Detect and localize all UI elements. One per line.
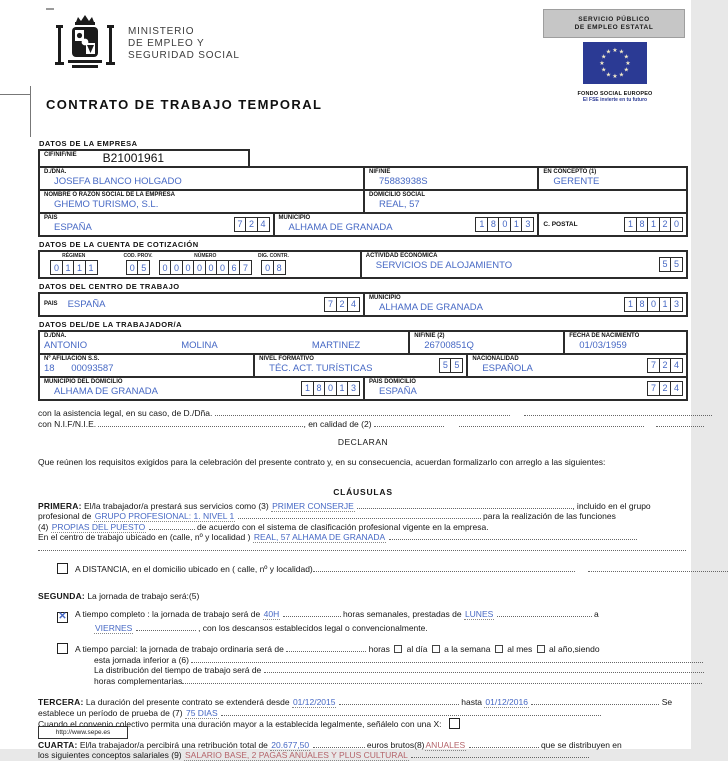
field-label: NIVEL FORMATIVO (259, 356, 314, 362)
svg-text:★: ★ (605, 71, 612, 79)
tiempo-parcial-checkbox[interactable] (57, 643, 68, 654)
digit-box: 0 (647, 297, 660, 312)
field-value[interactable]: JOSEFA BLANCO HOLGADO (54, 176, 182, 187)
field-label: EN CONCEPTO (1) (543, 169, 597, 175)
field-value[interactable]: GERENTE (553, 176, 600, 187)
clause-label: CUARTA: (38, 739, 78, 750)
ministry-line: SEGURIDAD SOCIAL (128, 50, 240, 61)
blank-field[interactable] (313, 740, 365, 748)
a-la-semana-checkbox[interactable] (495, 645, 503, 653)
digit-box: 2 (659, 217, 672, 232)
digit-box: 1 (73, 260, 86, 275)
eu-fund-badge (570, 42, 660, 103)
blank-field[interactable] (588, 564, 728, 572)
clause-text: que se distribuyen en (540, 739, 622, 750)
field-label: NACIONALIDAD (472, 356, 519, 362)
field-label: DIG. CONTR. (258, 253, 289, 259)
clause-text: Se (661, 697, 673, 707)
municipio-centro-boxes[interactable] (624, 297, 683, 312)
field-value[interactable]: ALHAMA DE GRANADA (54, 386, 158, 397)
eu-flag-icon (583, 42, 647, 84)
clause-text: horas semanales, prestadas de (342, 609, 462, 619)
blank-field[interactable] (459, 419, 644, 427)
blank-field[interactable] (149, 522, 195, 530)
nacionalidad-code-boxes[interactable] (647, 358, 683, 373)
digit-box: 0 (182, 260, 195, 275)
field-municipio-centro (363, 294, 686, 315)
codprov-group (124, 253, 153, 275)
clause-label: TERCERA: (38, 697, 84, 707)
servicios-como-value[interactable]: PRIMER CONSERJE (272, 500, 354, 511)
clause-text: La jornada de trabajo será:(5) (87, 590, 200, 601)
digit-box: 8 (273, 260, 286, 275)
clausula-cuarta (38, 740, 688, 761)
section-title-empresa: DATOS DE LA EMPRESA (39, 139, 138, 148)
field-municipio-empresa (273, 214, 538, 235)
convenio-checkbox[interactable] (449, 718, 460, 729)
clause-text: El/la trabajador/a prestará sus servicios como (3) (84, 500, 269, 511)
blank-field[interactable] (191, 655, 703, 663)
blank-field[interactable] (286, 644, 366, 652)
clause-text: A tiempo parcial: la jornada de trabajo ordinaria será de (75, 644, 284, 654)
clause-text: La duración del presente contrato se extenderá desde (85, 697, 290, 707)
field-label: Nº AFILIACIÓN S.S. (44, 356, 100, 362)
blank-field[interactable] (357, 501, 572, 509)
clause-text: esta jornada inferior a (6) (94, 654, 189, 665)
svg-text:★: ★ (618, 71, 625, 79)
funciones-value[interactable]: PROPIAS DEL PUESTO (51, 521, 146, 532)
clause-label: SEGUNDA: (38, 590, 85, 601)
blank-field[interactable] (389, 532, 637, 540)
digit-box: 1 (85, 260, 98, 275)
field-value[interactable]: ALHAMA DE GRANADA (288, 222, 393, 233)
digit-box: 0 (205, 260, 218, 275)
field-concepto (537, 168, 686, 189)
digit-box: 0 (193, 260, 206, 275)
field-value[interactable]: REAL, 57 (379, 199, 420, 210)
clausula-tiempo-completo (57, 609, 688, 633)
blank-field[interactable] (238, 511, 481, 519)
blank-field[interactable] (221, 708, 601, 716)
clause-text: al año,siendo (549, 644, 600, 654)
clause-text: a la semana (444, 644, 491, 654)
digit-box: 3 (670, 297, 683, 312)
digit-box: 3 (521, 217, 534, 232)
digit-box: 7 (324, 297, 337, 312)
field-label: ACTIVIDAD ECONÓMICA (365, 253, 438, 259)
digit-box: 1 (659, 297, 672, 312)
svg-text:★: ★ (623, 66, 629, 74)
field-value[interactable]: ESPAÑA (54, 222, 92, 233)
field-actividad (360, 252, 686, 277)
clause-text: al mes (507, 644, 533, 654)
digit-box: 8 (487, 217, 500, 232)
field-label: PAIS (44, 215, 58, 221)
digit-box: 7 (239, 260, 252, 275)
clausula-tercera (38, 697, 688, 730)
field-label: RÉGIMEN (62, 253, 86, 259)
regimen-group (50, 253, 98, 275)
digit-box: 4 (670, 381, 683, 396)
field-value[interactable]: GHEMO TURISMO, S.L. (54, 199, 159, 210)
asistencia-paragraph (38, 408, 688, 467)
clause-text: de acuerdo con el sistema de clasificación profesional vigente en la empresa. (197, 521, 489, 532)
field-label: D./DÑA. (44, 333, 67, 339)
svg-text:★: ★ (601, 66, 607, 74)
sepe-line: SERVICIO PÚBLICO (578, 15, 650, 23)
svg-text:★: ★ (623, 53, 629, 61)
dia-inicio-value[interactable]: LUNES (464, 609, 494, 619)
regimen-boxes[interactable] (50, 260, 98, 275)
clause-text: En el centro de trabajo ubicado en (calle, nº y localidad ) (38, 532, 251, 542)
field-value[interactable]: 01/03/1959 (579, 340, 627, 351)
field-value[interactable]: SERVICIOS DE ALOJAMIENTO (375, 260, 513, 271)
codprov-boxes[interactable] (126, 260, 151, 275)
digit-box: 4 (670, 358, 683, 373)
clause-text: euros brutos(8) (366, 739, 425, 750)
empresa-row-3 (38, 212, 688, 237)
digit-box: 1 (647, 217, 660, 232)
digit-box: 2 (659, 358, 672, 373)
field-label: NOMBRE O RAZÓN SOCIAL DE LA EMPRESA (44, 192, 176, 198)
eu-caption: FONDO SOCIAL EUROPEO (577, 91, 653, 97)
digit-box: 3 (347, 381, 360, 396)
sepe-url-box (38, 726, 128, 739)
digit-box: 7 (647, 358, 660, 373)
pais-dom-boxes[interactable] (647, 381, 683, 396)
trabajador-row-3 (38, 376, 688, 401)
svg-text:★: ★ (601, 53, 607, 61)
field-fecha-nacimiento (563, 332, 686, 353)
field-domicilio-social (363, 191, 686, 212)
digit-box: 1 (624, 297, 637, 312)
clause-text: profesional de (38, 511, 92, 521)
clause-text: , incluido en el grupo (572, 500, 651, 511)
digit-box: 5 (137, 260, 150, 275)
clause-text: A DISTANCIA, en el domicilio ubicado en ( calle, nº y localidad) (75, 564, 313, 574)
clausula-primera (38, 501, 688, 554)
blank-field[interactable] (283, 609, 341, 617)
field-label: D./DÑA. (44, 169, 67, 175)
blank-field[interactable] (313, 564, 575, 572)
fecha-desde-value[interactable]: 01/12/2015 (292, 697, 336, 707)
field-label: MUNICIPIO DEL DOMICILIO (44, 379, 123, 385)
worker-surname-1[interactable]: MOLINA (181, 340, 218, 351)
field-label: NIF/NIE (2) (414, 333, 445, 339)
contract-form (38, 136, 688, 761)
blank-field[interactable] (182, 676, 702, 684)
clause-text: para la realización de las funciones (483, 511, 616, 521)
al-mes-checkbox[interactable] (537, 645, 545, 653)
retribucion-value[interactable]: 20.677,50 (271, 739, 310, 750)
nivel-code-boxes[interactable] (439, 358, 464, 373)
clause-text: A tiempo completo : la jornada de trabajo será de (75, 609, 261, 619)
svg-text:★: ★ (599, 60, 605, 67)
digit-box: 2 (336, 297, 349, 312)
ministry-name (128, 26, 240, 62)
svg-text:★: ★ (605, 48, 612, 56)
clause-text: El/la trabajador/a percibirá una retribución total de (79, 739, 268, 750)
field-label: NIF/NIE (369, 169, 391, 175)
clause-text: con N.I.F/N.I.E. (38, 418, 97, 429)
clause-label: PRIMERA: (38, 500, 82, 511)
clause-text: Cuando el convenio colectivo permita una duración mayor a la establecida legalmente, señálelo con una X: (38, 719, 442, 729)
clause-text: con la asistencia legal, en su caso, de D./Dña. (38, 408, 213, 418)
digit-box: 4 (257, 217, 270, 232)
clause-text: (4) (38, 521, 49, 532)
blank-field[interactable] (374, 419, 444, 427)
declaran-heading: DECLARAN (337, 437, 389, 447)
afiliacion-prov[interactable]: 18 (44, 363, 55, 374)
digit-box: 8 (636, 297, 649, 312)
clause-text: al día (406, 644, 428, 654)
check-mark: ✕ (58, 611, 67, 622)
blank-field[interactable] (531, 697, 659, 705)
sepe-line: DE EMPLEO ESTATAL (574, 23, 654, 31)
field-value[interactable]: ESPAÑA (67, 298, 106, 310)
periodicidad-value[interactable]: ANUALES (425, 739, 466, 750)
field-cpostal (537, 214, 686, 235)
clause-text: horas (368, 644, 390, 654)
clausulas-heading: CLÁUSULAS (333, 487, 393, 497)
horas-checkbox[interactable] (394, 645, 402, 653)
clause-text: horas complementarias (94, 675, 183, 686)
numero-group (159, 253, 253, 275)
field-label: MUNICIPIO (369, 295, 401, 301)
municipio-code-boxes[interactable] (475, 217, 534, 232)
svg-text:★: ★ (618, 48, 625, 56)
pais-code-boxes[interactable] (234, 217, 270, 232)
digit-box: 4 (347, 297, 360, 312)
worker-surname-2[interactable]: MARTINEZ (311, 340, 361, 351)
field-label: COD. PROV. (123, 253, 153, 259)
cif-label: CIF/NIF/NIE (44, 152, 77, 158)
digit-box: 1 (301, 381, 314, 396)
field-nif-trabajador (408, 332, 563, 353)
svg-text:★: ★ (612, 47, 618, 54)
field-label: PAIS (44, 300, 58, 307)
field-nacionalidad (466, 355, 686, 376)
digit-box: 1 (336, 381, 349, 396)
field-value[interactable]: 26700851Q (424, 340, 474, 351)
svg-text:★: ★ (625, 60, 631, 67)
digit-box: 6 (228, 260, 241, 275)
fecha-hasta-value[interactable]: 01/12/2016 (485, 697, 528, 707)
dia-fin-value[interactable]: VIERNES (95, 622, 133, 633)
centro-trabajo-value[interactable]: REAL, 57 ALHAMA DE GRANADA (253, 532, 386, 542)
eu-caption: El FSE invierte en tu futuro (582, 97, 648, 103)
digit-box: 7 (647, 381, 660, 396)
digit-box: 2 (245, 217, 258, 232)
trabajador-row-1 (38, 330, 688, 355)
digit-box: 8 (313, 381, 326, 396)
digit-box: 0 (170, 260, 183, 275)
field-label: C. POSTAL (543, 220, 578, 228)
page-title: CONTRATO DE TRABAJO TEMPORAL (46, 97, 323, 112)
field-label: DOMICILIO SOCIAL (369, 192, 425, 198)
sepe-url[interactable]: http://www.sepe.es (55, 729, 111, 736)
clause-text: a (594, 609, 599, 619)
digit-box: 0 (670, 217, 683, 232)
digit-box: 8 (636, 217, 649, 232)
section-title-cotizacion: DATOS DE LA CUENTA DE COTIZACIÓN (39, 240, 199, 249)
grupo-profesional-value[interactable]: GRUPO PROFESIONAL: 1. NIVEL 1 (94, 511, 235, 521)
field-label: MUNICIPIO (278, 215, 311, 221)
sepe-badge (543, 9, 685, 38)
digit-box: 5 (450, 358, 463, 373)
digit-box: 1 (475, 217, 488, 232)
digit-box: 1 (510, 217, 523, 232)
digit-box: 1 (624, 217, 637, 232)
blank-field[interactable] (411, 750, 589, 758)
digit-box: 5 (439, 358, 452, 373)
digcontr-group (258, 253, 289, 275)
clause-text: los siguientes conceptos salariales (9) (38, 750, 182, 760)
digit-box: 0 (216, 260, 229, 275)
blank-field[interactable] (497, 609, 592, 617)
actividad-code-boxes[interactable] (659, 257, 684, 272)
clausula-segunda (38, 591, 688, 602)
field-pais-domicilio (363, 378, 686, 399)
blank-field[interactable] (264, 665, 704, 673)
digit-box: 0 (50, 260, 63, 275)
field-nivel-formativo (253, 355, 466, 376)
digit-box: 0 (126, 260, 139, 275)
field-afiliacion (40, 355, 253, 376)
blank-field[interactable] (98, 419, 303, 427)
cuenta-group (124, 253, 289, 275)
periodo-prueba-value[interactable]: 75 DIAS (185, 707, 218, 718)
ministry-line: MINISTERIO (128, 26, 195, 37)
al-dia-checkbox[interactable] (432, 645, 440, 653)
digit-box: 0 (159, 260, 172, 275)
field-ddna-trabajador (40, 332, 408, 353)
blank-field[interactable] (339, 697, 459, 705)
field-value[interactable]: TÉC. ACT. TURÍSTICAS (269, 363, 373, 374)
field-ddna-empresa (40, 168, 363, 189)
clause-text: establece un período de prueba de (7) (38, 707, 183, 718)
digit-box: 2 (659, 381, 672, 396)
field-value[interactable]: ALHAMA DE GRANADA (379, 302, 483, 313)
section-title-centro: DATOS DEL CENTRO DE TRABAJO (39, 282, 180, 291)
field-label: NÚMERO (194, 253, 217, 259)
numero-boxes[interactable] (159, 260, 253, 275)
clause-text: La distribución del tiempo de trabajo será de (94, 665, 262, 675)
digit-box: 0 (261, 260, 274, 275)
digit-box: 5 (659, 257, 672, 272)
clausula-tiempo-parcial (57, 643, 688, 686)
distancia-checkbox[interactable] (57, 563, 68, 574)
conceptos-salariales-value[interactable]: SALARIO BASE, 2 PAGAS ANUALES Y PLUS CULTURAL (185, 750, 408, 760)
municipio-dom-boxes[interactable] (301, 381, 360, 396)
blank-field[interactable] (524, 408, 712, 416)
page-header (0, 0, 691, 136)
empresa-row-1 (38, 166, 688, 191)
tiempo-completo-checkbox[interactable] (57, 612, 68, 623)
field-nif-empresa (363, 168, 537, 189)
digcontr-boxes[interactable] (261, 260, 286, 275)
ministry-line: DE EMPLEO Y (128, 38, 205, 49)
centro-row (38, 292, 688, 317)
empresa-row-2 (38, 189, 688, 214)
field-pais-centro (40, 294, 363, 315)
pais-centro-boxes[interactable] (324, 297, 360, 312)
field-municipio-domicilio (40, 378, 363, 399)
clausula-distancia (57, 563, 688, 575)
spain-coat-of-arms-icon (52, 12, 118, 81)
blank-field[interactable] (656, 419, 704, 427)
digit-box: 7 (234, 217, 247, 232)
blank-field[interactable] (38, 543, 686, 551)
blank-field[interactable] (215, 408, 510, 416)
blank-field[interactable] (469, 740, 539, 748)
digit-box: 0 (324, 381, 337, 396)
clause-text: , en calidad de (2) (303, 418, 372, 429)
field-razon-social (40, 191, 363, 212)
trabajador-row-2 (38, 353, 688, 378)
field-label: PAIS DOMICILIO (369, 379, 416, 385)
worker-first-name[interactable]: ANTONIO (44, 340, 88, 351)
cotizacion-row (38, 250, 688, 279)
cif-value[interactable]: B21001961 (102, 151, 165, 165)
cpostal-code-boxes[interactable] (624, 217, 683, 232)
digit-box: 0 (498, 217, 511, 232)
cotizacion-codes (40, 252, 360, 277)
clause-text: , con los descansos establecidos legal o convencionalmente. (198, 622, 428, 633)
digit-box: 1 (62, 260, 75, 275)
horas-semanales-value[interactable]: 40H (263, 609, 280, 619)
clause-text: hasta (461, 697, 483, 707)
field-label: FECHA DE NACIMIENTO (569, 333, 640, 339)
field-value[interactable]: ESPAÑOLA (482, 363, 533, 374)
field-pais-empresa (40, 214, 273, 235)
requisitos-text: Que reúnen los requisitos exigidos para la celebración del presente contrato y, en su consecuencia, acuerdan formalizarlo con arreglo a las siguientes: (38, 456, 606, 467)
section-title-trabajador: DATOS DEL/DE LA TRABAJADOR/A (39, 320, 183, 329)
field-value[interactable]: ESPAÑA (379, 386, 417, 397)
svg-text:★: ★ (612, 73, 618, 80)
afiliacion-num[interactable]: 00093587 (71, 363, 114, 374)
field-value[interactable]: 75883938S (379, 176, 428, 187)
digit-box: 5 (670, 257, 683, 272)
blank-field[interactable] (136, 623, 196, 631)
